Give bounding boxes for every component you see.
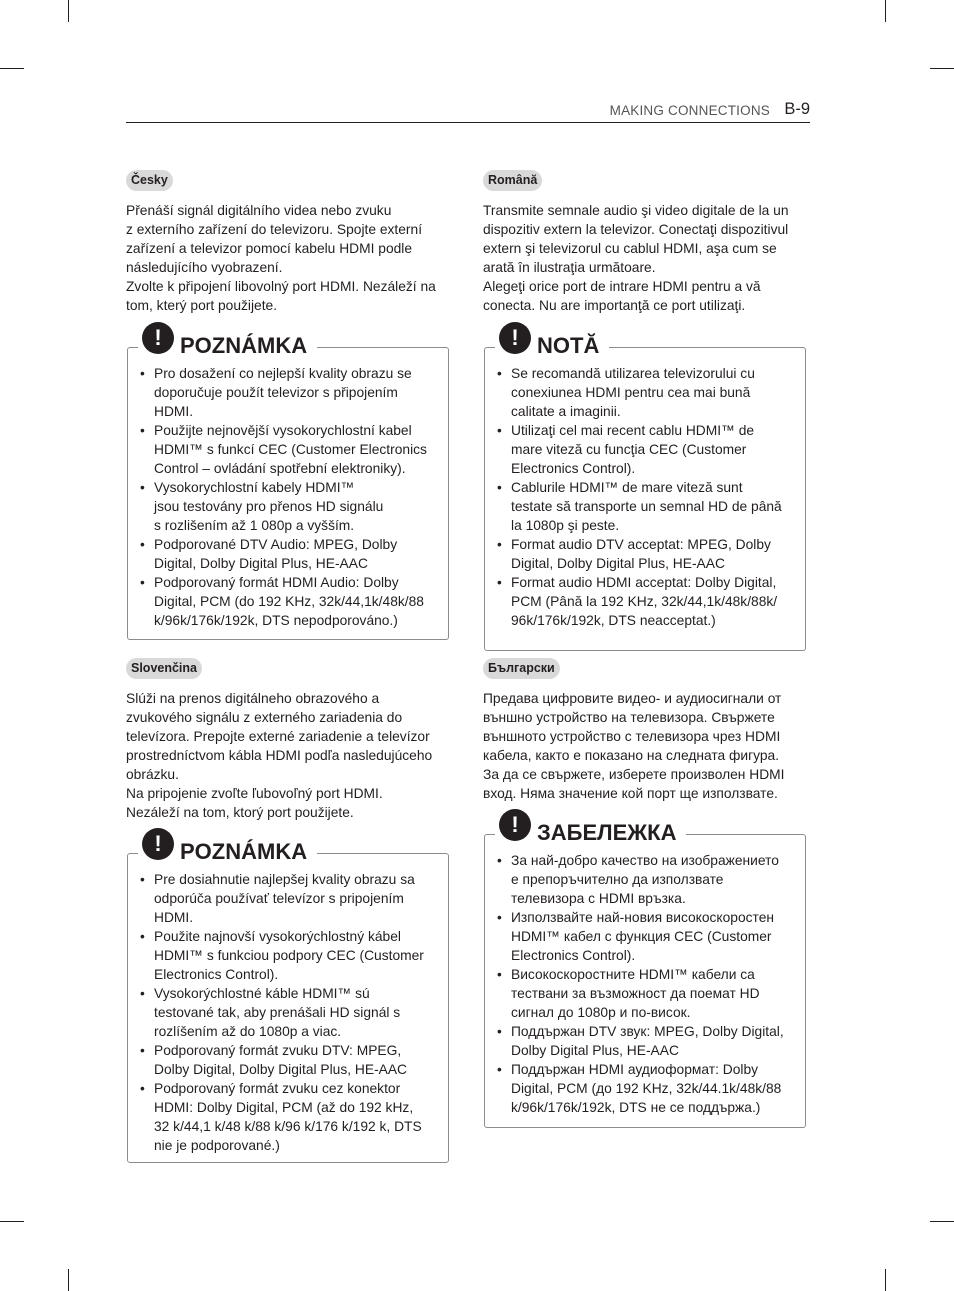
- section-czech: [126, 170, 448, 315]
- note-header: [138, 830, 317, 864]
- list-item: • Format audio DTV acceptat: MPEG, Dolby Digital, Dolby Digital Plus, HE-AAC: [497, 535, 795, 573]
- list-item: • Vysokorychlostní kabely HDMI™ jsou testovány pro přenos HD signálu s rozlišením až 1 080p a vyšším.: [140, 478, 438, 535]
- list-item: • Format audio HDMI acceptat: Dolby Digital, PCM (Până la 192 KHz, 32k/44,1k/48k/88k/ 96k/176k/192k, DTS neacceptat.): [497, 573, 795, 630]
- language-tag: Română: [483, 170, 542, 191]
- list-item: • Използвайте най-новия високоскоростен HDMI™ кабел с функция CEC (Customer Electronics Control).: [497, 908, 795, 965]
- language-tag: Česky: [126, 170, 173, 191]
- section-title: MAKING CONNECTIONS: [609, 103, 770, 118]
- note-title: NOTĂ: [537, 333, 600, 358]
- crop-mark: [68, 0, 69, 22]
- list-item: • Поддържан HDMI аудиоформат: Dolby Digital, PCM (до 192 KHz, 32k/44.1k/48k/88 k/96k/176k/192k, DTS не се поддържа.): [497, 1060, 795, 1117]
- note-list: [128, 348, 448, 638]
- list-item: • Utilizaţi cel mai recent cablu HDMI™ de mare viteză cu funcţia CEC (Customer Electronics Control).: [497, 421, 795, 478]
- list-item: • Pro dosažení co nejlepší kvality obrazu se doporučuje použít televizor s připojením HDMI.: [140, 364, 438, 421]
- exclamation-icon: !: [142, 828, 174, 860]
- crop-mark: [885, 1269, 886, 1291]
- note-title: POZNÁMKA: [180, 333, 308, 358]
- body-text: Предава цифровите видео- и аудиосигнали от външно устройство на телевизора. Свържете външното устройство с телевизора чрез HDMI кабела, както е показано на следната фигура. За да се свържете, изберете произволен HDMI вход. Няма значение кой порт ще използвате.: [483, 691, 785, 801]
- exclamation-icon: !: [499, 322, 531, 354]
- list-item: • Vysokorýchlostné káble HDMI™ sú testované tak, aby prenášali HD signál s rozlíšením až do 1080p a viac.: [140, 984, 438, 1041]
- list-item: • Поддържан DTV звук: MPEG, Dolby Digital, Dolby Digital Plus, HE-AAC: [497, 1022, 795, 1060]
- note-box-bulgarian: [484, 812, 806, 1128]
- list-item: • Podporované DTV Audio: MPEG, Dolby Digital, Dolby Digital Plus, HE-AAC: [140, 535, 438, 573]
- list-item: • За най-добро качество на изображението е препоръчително да използвате телевизора с HDMI връзка.: [497, 851, 795, 908]
- list-item: • Високоскоростните HDMI™ кабели са тествани за възможност да поемат HD сигнал до 1080p и по-висок.: [497, 965, 795, 1022]
- section-slovak: [126, 658, 448, 822]
- note-box-romanian: [484, 325, 806, 651]
- crop-mark: [68, 1269, 69, 1291]
- section-bulgarian: [483, 658, 805, 803]
- crop-mark: [930, 68, 954, 69]
- body-text: Transmite semnale audio şi video digitale de la un dispozitiv extern la televizor. Conectaţi dispozitivul extern şi televizorul cu cablul HDMI, aşa cum se arată în ilustraţia următoare. Alegeţi orice port de intrare HDMI pentru a vă conecta. Nu are importanţă ce port utilizaţi.: [483, 203, 789, 313]
- list-item: • Pre dosiahnutie najlepšej kvality obrazu sa odporúča používať televízor s pripojením HDMI.: [140, 870, 438, 927]
- crop-mark: [0, 1221, 24, 1222]
- crop-mark: [885, 0, 886, 22]
- note-list: [128, 854, 448, 1163]
- note-header: [138, 324, 317, 358]
- language-tag: Slovenčina: [126, 658, 202, 679]
- note-header: [495, 324, 609, 358]
- list-item: • Cablurile HDMI™ de mare viteză sunt testate să transporte un semnal HD de până la 1080p şi peste.: [497, 478, 795, 535]
- note-title: ЗАБЕЛЕЖКА: [537, 820, 677, 845]
- note-list: [485, 835, 805, 1125]
- list-item: • Použijte nejnovější vysokorychlostní kabel HDMI™ s funkcí CEC (Customer Electronics Control – ovládání spotřební elektroniky).: [140, 421, 438, 478]
- section-romanian: [483, 170, 805, 315]
- crop-mark: [930, 1221, 954, 1222]
- body-text: Slúži na prenos digitálneho obrazového a zvukového signálu z externého zariadenia do televízora. Prepojte externé zariadenie a televízor prostredníctvom kábla HDMI podľa nasledujúceho obrázku. Na pripojenie zvoľte ľubovoľný port HDMI. Nezáleží na tom, ktorý port použijete.: [126, 691, 433, 820]
- page-number: B-9: [784, 100, 810, 118]
- language-tag: Български: [483, 658, 560, 679]
- list-item: • Použite najnovší vysokorýchlostný kábel HDMI™ s funkciou podpory CEC (Customer Electronics Control).: [140, 927, 438, 984]
- note-title: POZNÁMKA: [180, 839, 308, 864]
- list-item: • Podporovaný formát zvuku DTV: MPEG, Dolby Digital, Dolby Digital Plus, HE-AAC: [140, 1041, 438, 1079]
- crop-mark: [0, 68, 24, 69]
- note-header: [495, 811, 686, 845]
- note-box-czech: [127, 325, 449, 640]
- list-item: • Podporovaný formát zvuku cez konektor HDMI: Dolby Digital, PCM (až do 192 kHz, 32 k/44,1 k/48 k/88 k/96 k/176 k/192 k, DTS nie je podporované.): [140, 1079, 438, 1155]
- list-item: • Se recomandă utilizarea televizorului cu conexiunea HDMI pentru cea mai bună calitate a imaginii.: [497, 364, 795, 421]
- page-header: [126, 100, 810, 123]
- note-box-slovak: [127, 831, 449, 1163]
- exclamation-icon: !: [142, 322, 174, 354]
- list-item: • Podporovaný formát HDMI Audio: Dolby Digital, PCM (do 192 KHz, 32k/44,1k/48k/88 k/96k/176k/192k, DTS nepodporováno.): [140, 573, 438, 630]
- exclamation-icon: !: [499, 809, 531, 841]
- note-list: [485, 348, 805, 638]
- body-text: Přenáší signál digitálního videa nebo zvuku z externího zařízení do televizoru. Spojte externí zařízení a televizor pomocí kabelu HDMI podle následujícího vyobrazení. Zvolte k připojení libovolný port HDMI. Nezáleží na tom, který port použijete.: [126, 203, 436, 313]
